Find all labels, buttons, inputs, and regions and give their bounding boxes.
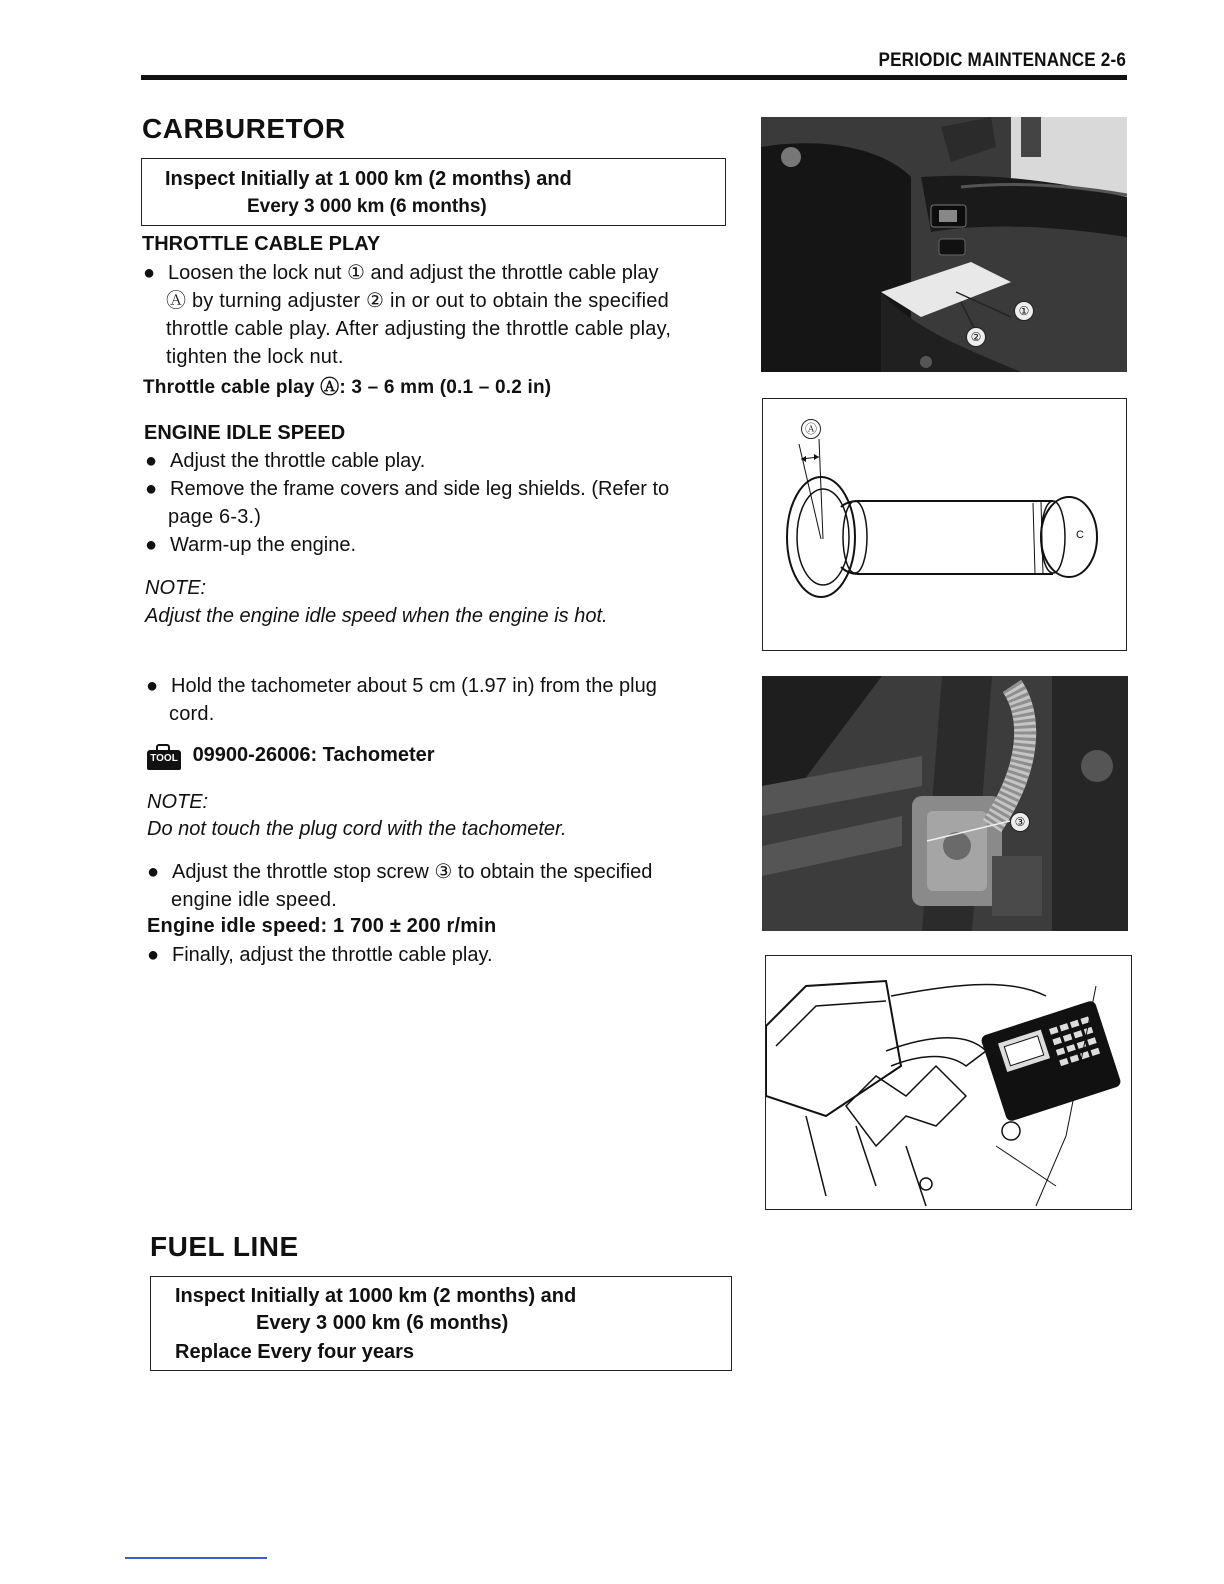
bullet-text: Finally, adjust the throttle cable play. [172, 944, 493, 966]
section-title-carburetor: CARBURETOR [142, 113, 346, 144]
tool-icon: TOOL [147, 750, 181, 770]
label-c: C [1076, 529, 1084, 541]
photo-handlebar-throttle [761, 117, 1127, 372]
drawing-tachometer-on-plug-cord [765, 955, 1132, 1210]
fuel-line-text-3: Replace Every four years [175, 1341, 415, 1363]
throttle-text-line-3: throttle cable play. After adjusting the throttle cable play, [166, 318, 672, 340]
bullet-dot: ● [143, 262, 156, 284]
bullet-text: Remove the frame covers and side leg shields. (Refer to [170, 478, 670, 500]
fuel-line-interval-box [150, 1276, 732, 1371]
spec-throttle-cable-play: Throttle cable play Ⓐ: 3 – 6 mm (0.1 – 0.2 in) [143, 377, 552, 398]
special-tool-text: 09900-26006: Tachometer [192, 744, 435, 766]
bullet-dot: ● [145, 534, 158, 556]
handlebar-photo-graphic [761, 117, 1127, 372]
throttle-grip-line-art [763, 399, 1127, 651]
bullet-text: Hold the tachometer about 5 cm (1.97 in) from the plug [171, 675, 657, 697]
bullet-dot: ● [145, 450, 158, 472]
callout-3: ③ [1010, 812, 1030, 832]
subheading-throttle-cable-play: THROTTLE CABLE PLAY [142, 233, 381, 255]
bullet-text: Adjust the throttle cable play. [170, 450, 426, 472]
special-tool-line [147, 744, 435, 770]
header-rule [141, 75, 1127, 80]
throttle-text-line-4: tighten the lock nut. [166, 346, 344, 368]
bullet-dot: ● [146, 675, 159, 697]
tachometer-line-art [766, 956, 1132, 1210]
spec-engine-idle-speed: Engine idle speed: 1 700 ± 200 r/min [147, 915, 497, 937]
note-text-1: Adjust the engine idle speed when the engine is hot. [145, 605, 608, 627]
inspection-interval-box [141, 158, 726, 226]
bullet-dot: ● [147, 861, 160, 883]
section-title-fuel-line: FUEL LINE [150, 1231, 299, 1262]
carburetor-photo-graphic [762, 676, 1128, 931]
photo-carburetor-stop-screw [762, 676, 1128, 931]
bullet-adjust-stop-screw-cont: engine idle speed. [171, 889, 337, 911]
subheading-engine-idle-speed: ENGINE IDLE SPEED [144, 422, 346, 444]
running-header: PERIODIC MAINTENANCE 2-6 [878, 50, 1126, 71]
inspection-line-1: Inspect Initially at 1 000 km (2 months) and [165, 168, 572, 190]
bullet-dot: ● [147, 944, 160, 966]
bullet-text: Loosen the lock nut ① and adjust the throttle cable play [168, 262, 659, 284]
note-text-2: Do not touch the plug cord with the tachometer. [147, 818, 567, 840]
note-label-2: NOTE: [147, 791, 209, 813]
bullet-text: Adjust the throttle stop screw ③ to obtain the specified [172, 861, 653, 883]
callout-a: Ⓐ [801, 419, 821, 439]
inspection-line-2: Every 3 000 km (6 months) [247, 196, 487, 217]
bullet-hold-tachometer-cont: cord. [169, 703, 215, 725]
footer-link-underline [125, 1557, 267, 1559]
note-label-1: NOTE: [145, 577, 207, 599]
fuel-line-text-1: Inspect Initially at 1000 km (2 months) and [175, 1285, 577, 1307]
bullet-dot: ● [145, 478, 158, 500]
callout-2: ② [966, 327, 986, 347]
drawing-throttle-grip [762, 398, 1127, 651]
fuel-line-text-2: Every 3 000 km (6 months) [256, 1312, 509, 1334]
callout-1: ① [1014, 301, 1034, 321]
bullet-remove-covers-cont: page 6-3.) [168, 506, 262, 528]
bullet-text: Warm-up the engine. [170, 534, 357, 556]
throttle-text-line-2: Ⓐ by turning adjuster ② in or out to obtain the specified [166, 290, 669, 312]
